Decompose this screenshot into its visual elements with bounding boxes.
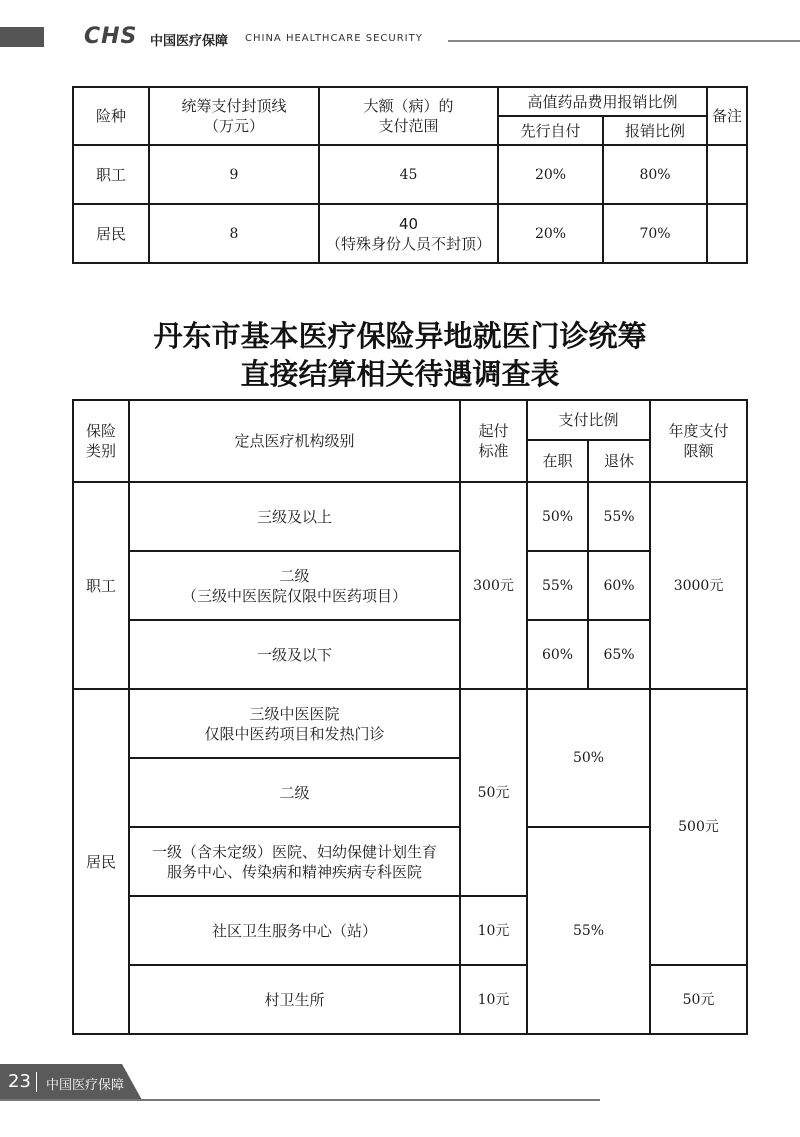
th-category: 保险 类别 [73, 400, 129, 482]
cell-retired: 55% [588, 482, 650, 551]
cell-threshold: 10元 [460, 896, 527, 965]
cell-employed: 50% [527, 482, 588, 551]
header-name-en: CHINA HEALTHCARE SECURITY [245, 33, 423, 44]
cell-level: 社区卫生服务中心（站） [129, 896, 460, 965]
footer-divider [36, 1072, 37, 1092]
header-rule [448, 40, 800, 42]
cap-table [72, 86, 748, 264]
page-title-line2: 直接结算相关待遇调查表 [240, 357, 560, 391]
cell-ratio: 50% [527, 689, 650, 827]
cell-type: 职工 [73, 145, 149, 204]
th-self-pay: 先行自付 [498, 116, 603, 145]
cell-annual: 500元 [650, 689, 747, 965]
cell-level: 三级及以上 [129, 482, 460, 551]
header-block [0, 27, 44, 47]
benefit-table [72, 399, 748, 1035]
cell-category: 职工 [73, 482, 129, 689]
cell-remarks [707, 204, 747, 263]
table-row [73, 204, 747, 263]
cell-cap: 8 [149, 204, 319, 263]
page-number: 23 [8, 1071, 31, 1092]
cell-threshold: 300元 [460, 482, 527, 689]
cell-retired: 65% [588, 620, 650, 689]
th-major-range: 大额（病）的 支付范围 [319, 87, 498, 145]
th-retired: 退休 [588, 440, 650, 482]
table-row [73, 620, 747, 689]
th-high-drug: 高值药品费用报销比例 [498, 87, 707, 116]
cell-self-pay: 20% [498, 204, 603, 263]
cell-level: 二级 （三级中医医院仅限中医药项目） [129, 551, 460, 620]
cell-annual: 3000元 [650, 482, 747, 689]
cell-level: 村卫生所 [129, 965, 460, 1034]
cell-ratio: 55% [527, 827, 650, 1034]
table-row [73, 482, 747, 551]
th-employed: 在职 [527, 440, 588, 482]
th-ratio: 支付比例 [527, 400, 650, 440]
table-row [73, 145, 747, 204]
cell-retired: 60% [588, 551, 650, 620]
th-insurance: 险种 [73, 87, 149, 145]
cell-range: 40 （特殊身份人员不封顶） [319, 204, 498, 263]
table-row [73, 827, 747, 896]
th-reimburse: 报销比例 [603, 116, 707, 145]
table-row [73, 689, 747, 758]
th-annual: 年度支付 限额 [650, 400, 747, 482]
header-name-cn: 中国医疗保障 [150, 34, 229, 49]
cell-level: 三级中医医院 仅限中医药项目和发热门诊 [129, 689, 460, 758]
chs-logo: CHS [84, 24, 138, 49]
th-threshold: 起付 标准 [460, 400, 527, 482]
table-row [73, 551, 747, 620]
cell-threshold: 10元 [460, 965, 527, 1034]
cell-type: 居民 [73, 204, 149, 263]
cell-category: 居民 [73, 689, 129, 1034]
cell-cap: 9 [149, 145, 319, 204]
th-level: 定点医疗机构级别 [129, 400, 460, 482]
cell-level: 一级及以下 [129, 620, 460, 689]
cell-threshold: 50元 [460, 689, 527, 896]
page-title-line1: 丹东市基本医疗保险异地就医门诊统筹 [153, 319, 647, 353]
cell-reimburse: 80% [603, 145, 707, 204]
cell-level: 二级 [129, 758, 460, 827]
cell-employed: 55% [527, 551, 588, 620]
cell-employed: 60% [527, 620, 588, 689]
cell-level: 一级（含未定级）医院、妇幼保健计划生育 服务中心、传染病和精神疾病专科医院 [129, 827, 460, 896]
th-cap: 统筹支付封顶线 （万元） [149, 87, 319, 145]
footer-rule [0, 1099, 600, 1101]
cell-remarks [707, 145, 747, 204]
cell-range: 45 [319, 145, 498, 204]
cell-annual: 50元 [650, 965, 747, 1034]
cell-reimburse: 70% [603, 204, 707, 263]
cell-self-pay: 20% [498, 145, 603, 204]
th-remarks: 备注 [707, 87, 747, 145]
footer-name-cn: 中国医疗保障 [46, 1078, 125, 1093]
